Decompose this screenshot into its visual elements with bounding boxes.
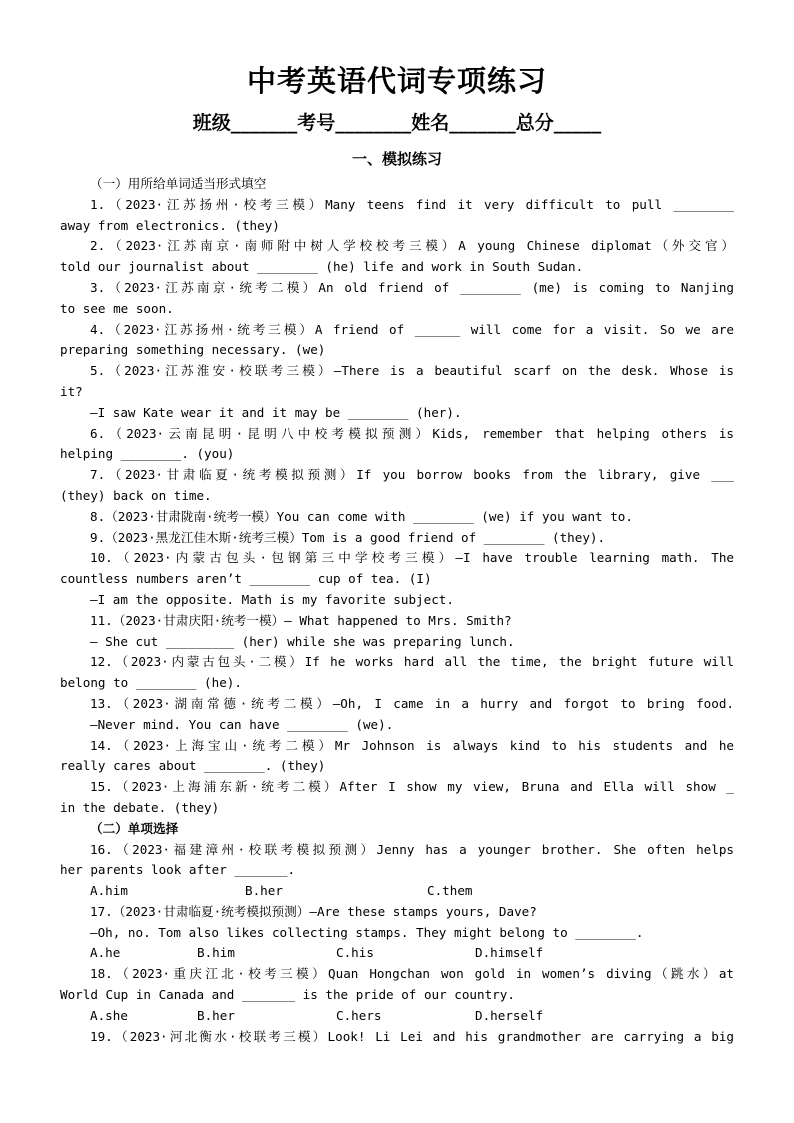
question-line: really cares about ________. (they)	[60, 758, 326, 774]
multiple-choice-questions	[60, 840, 734, 1048]
question-line: 14.（2023·上海宝山·统考二模）Mr Johnson is always kind to his students and he	[90, 737, 734, 753]
answer-option: D.himself	[475, 945, 544, 961]
question-line: 17.（2023·甘肃临夏·统考模拟预测）—Are these stamps yours, Dave?	[90, 903, 537, 919]
question-line: (they) back on time.	[60, 487, 212, 503]
question-line: 9.（2023·黑龙江佳木斯·统考三模）Tom is a good friend of ________ (they).	[90, 529, 606, 545]
question-line: 16.（2023·福建漳州·校联考模拟预测）Jenny has a younger brother. She often helps	[90, 841, 734, 857]
question-line: 3.（2023·江苏南京·统考二模）An old friend of ________ (me) is coming to Nanjing	[90, 279, 734, 295]
section-heading: 一、模拟练习	[351, 150, 442, 168]
question-line: belong to ________ (he).	[60, 675, 242, 691]
part-heading-fill-in: （一）用所给单词适当形式填空	[90, 176, 267, 191]
answer-option: A.he	[90, 945, 121, 961]
question-line: —I saw Kate wear it and it may be ________ (her).	[90, 404, 462, 420]
question-line: —Never mind. You can have ________ (we).	[90, 716, 394, 732]
answer-option: B.her	[245, 883, 283, 899]
worksheet-page	[60, 62, 734, 1047]
answer-option: C.his	[336, 945, 374, 961]
question-line: World Cup in Canada and _______ is the pride of our country.	[60, 987, 515, 1003]
answer-option: A.him	[90, 883, 128, 899]
question-line: preparing something necessary. (we)	[60, 342, 326, 358]
question-line: 18.（2023·重庆江北·校考三模）Quan Hongchan won gold in women’s diving（跳水）at	[90, 966, 734, 982]
question-line: 13.（2023·湖南常德·统考二模）—Oh, I came in a hurry and forgot to bring food.	[90, 695, 734, 711]
question-line: 2.（2023·江苏南京·南师附中树人学校校考三模）A young Chinese diplomat（外交官）	[90, 238, 734, 254]
fill-in-questions	[60, 195, 734, 819]
answer-options	[60, 881, 734, 902]
question-line: — She cut _________ (her) while she was preparing lunch.	[90, 633, 515, 649]
answer-option: B.her	[197, 1007, 235, 1023]
question-line: helping ________. (you)	[60, 446, 235, 462]
question-line: —I am the opposite. Math is my favorite subject.	[90, 591, 454, 607]
question-line: away from electronics. (they)	[60, 217, 280, 233]
question-line: 11.（2023·甘肃庆阳·统考一模）— What happened to Mrs. Smith?	[90, 612, 512, 628]
answer-option: C.them	[427, 883, 473, 899]
question-line: in the debate. (they)	[60, 799, 220, 815]
answer-option: B.him	[197, 945, 235, 961]
question-line: —Oh, no. Tom also likes collecting stamps. They might belong to ________.	[90, 924, 644, 940]
question-line: 5.（2023·江苏淮安·校联考三模）—There is a beautiful scarf on the desk. Whose is	[90, 363, 734, 379]
part-heading-multiple-choice: （二）单项选择	[90, 820, 179, 836]
answer-option: A.she	[90, 1007, 128, 1023]
question-line: 12.（2023·内蒙古包头·二模）If he works hard all the time, the bright future will	[90, 654, 734, 670]
question-line: 10.（2023·内蒙古包头·包钢第三中学校考三模）—I have trouble learning math. The	[90, 550, 734, 566]
answer-options	[60, 1006, 734, 1027]
question-line: 4.（2023·江苏扬州·统考三模）A friend of ______ will come for a visit. So we are	[90, 321, 734, 337]
question-line: countless numbers aren’t ________ cup of tea. (I)	[60, 571, 432, 587]
question-line: 8.（2023·甘肃陇南·统考一模）You can come with ________ (we) if you want to.	[90, 508, 633, 524]
answer-options	[60, 943, 734, 964]
question-line: 6.（2023·云南昆明·昆明八中校考模拟预测）Kids, remember that helping others is	[90, 425, 734, 441]
question-line: it?	[60, 383, 83, 399]
page-title: 中考英语代词专项练习	[246, 64, 547, 98]
question-line: 1.（2023·江苏扬州·校考三模）Many teens find it very difficult to pull ________	[90, 196, 734, 212]
question-line: 15.（2023·上海浦东新·统考二模）After I show my view, Bruna and Ella will show _	[90, 779, 734, 795]
question-line: 19.（2023·河北衡水·校联考三模）Look! Li Lei and his grandmother are carrying a big	[90, 1028, 734, 1044]
student-info-line: 班级_______考号________姓名_______总分_____	[192, 112, 602, 134]
answer-option: D.herself	[475, 1007, 544, 1023]
question-line: 7.（2023·甘肃临夏·统考模拟预测）If you borrow books from the library, give ___	[90, 467, 734, 483]
question-line: her parents look after _______.	[60, 862, 296, 878]
question-line: to see me soon.	[60, 300, 174, 316]
answer-option: C.hers	[336, 1007, 382, 1023]
question-line: told our journalist about ________ (he) life and work in South Sudan.	[60, 259, 584, 275]
